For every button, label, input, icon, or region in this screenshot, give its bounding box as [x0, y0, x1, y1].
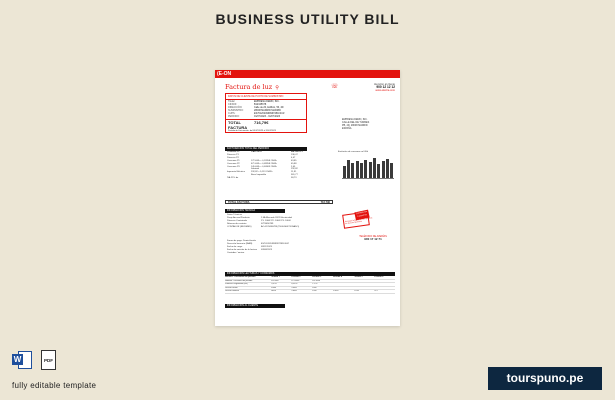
table-cell: 232,82 × 5,113 €/kWh — [251, 171, 273, 174]
total-row — [225, 200, 333, 204]
bill-document — [215, 70, 400, 326]
bill-title-text: Factura de luz — [225, 83, 273, 91]
readings-cell — [354, 287, 375, 290]
table-cell: 232,82 — [291, 168, 298, 171]
pdf-file-icon — [38, 349, 58, 371]
address-line: CALLE DEL DE TURRES — [342, 121, 370, 124]
readings-cell: 812 kWh — [270, 279, 279, 282]
help-number: 900 12 12 12 — [376, 85, 395, 90]
readings-cell: 13000 — [291, 290, 297, 293]
summary-key: PERIODO: — [228, 115, 240, 118]
readings-cell — [354, 280, 375, 283]
summary-value: 01/07/2023 - 31/07/2023 — [254, 115, 281, 118]
table-cell: IVA 21% de — [227, 177, 239, 180]
payment-table — [227, 240, 332, 255]
promo-badge: Consulta tus Consumos — [354, 210, 369, 221]
table-cell: Contador / emisor — [227, 251, 245, 254]
breakdown-phone — [353, 235, 393, 241]
chart-bar — [343, 166, 346, 178]
summary-value: B12345678 — [254, 103, 267, 106]
lightbulb-icon: ⚲ — [275, 85, 279, 91]
consumption-chart — [338, 151, 396, 183]
help-web: www.electra.com — [375, 89, 395, 93]
table-cell: Potencia P2 — [227, 156, 239, 159]
table-cell: 2,45 — [291, 165, 296, 168]
readings-cell — [374, 287, 395, 290]
summary-key: SUMINISTRO: — [228, 109, 244, 112]
brand-badge[interactable]: tourspuno.pe — [488, 367, 602, 390]
page-title: BUSINESS UTILITY BILL — [215, 11, 400, 27]
readings-cell: 15000 — [291, 286, 297, 289]
total-row-label: TOTAL FACTURA — [228, 201, 250, 204]
table-row — [227, 226, 332, 229]
bill-title — [225, 83, 279, 91]
summary-key: DIRECCIÓN: — [228, 106, 243, 109]
technical-table — [227, 214, 332, 229]
app-promo — [341, 211, 375, 235]
readings-cell: Nombre: Consumo del periodo — [225, 279, 253, 282]
table-cell: 11,91 — [291, 171, 297, 174]
readings-cell — [374, 283, 395, 286]
table-cell: Forma de pago: Domiciliación — [227, 240, 256, 242]
readings-cell — [333, 287, 354, 290]
word-file-icon — [12, 349, 32, 371]
chart-bar — [386, 159, 389, 178]
table-cell: 0723456789 — [261, 222, 274, 225]
header-bar — [215, 70, 400, 78]
readings-cell — [333, 283, 354, 286]
phone-icon: ☏ — [331, 84, 339, 90]
readings-cell: Nombre: Consumos del periodo — [225, 276, 256, 278]
total-row-value: 716,79€ — [320, 201, 330, 204]
chart-bar — [364, 160, 367, 178]
address-line: ESPAÑA — [342, 127, 352, 130]
section-customer-info-header: INFORMACIÓN AL CLIENTE — [225, 304, 285, 308]
table-row — [227, 177, 335, 180]
chart-title: Evolución de consumo en kWh — [338, 151, 369, 153]
table-cell: 145 kWh × 0,00963 €/kWh — [251, 165, 277, 168]
table-cell: 361,77 — [291, 174, 298, 177]
chart-x-axis — [342, 180, 394, 183]
chart-bar — [382, 161, 385, 178]
table-cell: 58,73 — [291, 177, 297, 180]
summary-box — [225, 93, 307, 133]
section-readings-header: INFORMACIÓN LECTURAS Y CONSUMOS — [225, 272, 395, 276]
section-billing-header: FACTURACIÓN TOTAL DEL PERIODO — [225, 147, 307, 151]
table-cell — [261, 252, 327, 255]
readings-cell: 12000 — [270, 286, 277, 289]
readings-cell — [333, 280, 354, 283]
chart-bar — [347, 160, 350, 178]
table-cell: P1: 10kW P2: 10kW P3: 10kW — [261, 219, 291, 222]
summary-total — [226, 119, 306, 130]
table-cell: Datos Técnicos — [227, 214, 243, 216]
readings-cell: Periodo 2 — [291, 276, 301, 278]
promo-text: Descarga la App de E-ON y gestiona tus facturas fácilmente — [344, 217, 373, 226]
chart-bar — [373, 158, 376, 178]
chart-bar — [360, 163, 363, 178]
table-cell: Consumo P3 — [227, 165, 240, 168]
table-row — [227, 252, 332, 255]
breakdown-label: TELÉFONO DE AVERÍAS — [359, 235, 387, 238]
table-cell: IMPORTE € — [291, 151, 303, 153]
chart-bar — [356, 161, 359, 178]
table-cell: Subtotal — [251, 168, 260, 171]
readings-cell: Periodo 4 — [332, 276, 342, 278]
table-cell: 136,47 — [291, 153, 298, 156]
table-cell: Número de contrato — [227, 222, 247, 225]
pdf-glyph: PDF — [44, 358, 53, 363]
readings-cell — [354, 283, 375, 286]
summary-value: Calle de 20, Edificio, 56, 4D — [254, 106, 284, 109]
summary-value: 28008 MADRID MADRID — [254, 109, 281, 112]
summary-key: Titular: — [228, 100, 236, 103]
readings-cell: 7,50 ct — [270, 283, 277, 286]
summary-key: CIF/NIF: — [228, 103, 238, 106]
table-cell: Fecha de emisión de la factura — [227, 248, 257, 251]
readings-cell: Periodo 3 — [312, 276, 322, 278]
period-note — [226, 130, 306, 133]
table-cell: 671 kWh × 0,09958 €/kWh — [251, 162, 277, 165]
table-cell: Consumo P1 — [227, 159, 240, 162]
table-cell: CALCULO — [251, 151, 262, 153]
table-cell: CONTADOR (RED/MED) — [227, 225, 252, 228]
readings-cell: 145 kWh — [312, 279, 320, 282]
word-w-glyph: W — [13, 355, 22, 364]
summary-key: CUPS: — [228, 112, 236, 115]
table-cell: AC-0123456789 (TELEGESTIONADO) — [261, 225, 300, 228]
table-cell: 09/11/2023 — [261, 245, 272, 248]
chart-bar — [369, 162, 372, 178]
table-cell: 4,07 — [291, 156, 296, 159]
readings-cell: C 9 ct — [312, 283, 318, 286]
customer-address — [342, 118, 392, 130]
table-cell: 43,85 — [291, 159, 297, 162]
summary-header: DATOS DE CLIENTE DE PUNTO DE SUMINISTRO — [226, 94, 306, 100]
help-contact — [357, 83, 395, 93]
table-cell: Peaje Acceso/Producto — [227, 216, 250, 219]
billing-table — [227, 151, 335, 180]
table-cell: CONCEPTO — [227, 151, 240, 153]
readings-cell: 2000 — [312, 286, 317, 289]
help-label: Atención al cliente — [373, 83, 395, 86]
readings-cell: 17235 — [353, 290, 360, 293]
readings-cell: 17000 — [332, 290, 339, 293]
table-cell: Dirección bancaria (IBAN) — [227, 242, 253, 245]
readings-cell: Periodo 5 — [353, 276, 363, 278]
readings-cell: 375 — [374, 290, 378, 293]
table-cell: 172 kWh × 0,13958 €/kWh — [251, 159, 277, 162]
table-cell: 45,88 — [291, 162, 297, 165]
readings-table — [225, 276, 395, 294]
table-cell: Impuesto Eléctrico — [227, 171, 245, 174]
table-cell: Potencia Contratada — [227, 219, 247, 222]
readings-cell: Periodo 1 — [270, 276, 280, 278]
chart-bar — [377, 164, 380, 178]
readings-cell: Lectura anterior — [225, 290, 240, 293]
file-format-icons — [12, 349, 58, 371]
readings-cell: 8,50 ct — [291, 283, 298, 286]
company-logo: (E-ON — [217, 71, 232, 77]
chart-bar — [351, 163, 354, 178]
table-cell — [251, 177, 291, 180]
table-cell: Fecha de cargo — [227, 245, 243, 248]
readings-cell: Periodo 6 — [374, 276, 384, 278]
table-cell: Consumo P2 — [227, 162, 240, 165]
summary-total-label: TOTAL FACTURA — [228, 119, 248, 130]
table-cell: 03/08/2023 — [261, 248, 272, 251]
readings-cell: Lectura actual — [225, 286, 238, 289]
readings-cell: 1900 — [312, 290, 317, 293]
breakdown-number: 900 17 12 71 — [364, 237, 382, 241]
table-cell: Base Imponible — [251, 174, 267, 177]
readings-cell: 11000 — [270, 290, 277, 293]
address-line: EMPRESA DEMO, INC. — [342, 118, 368, 121]
table-cell: 2.0A Mercado 2022 Electricidad — [261, 216, 292, 219]
readings-cell: Potencia Registrada (kW) — [225, 283, 248, 286]
chart-bar — [390, 163, 393, 178]
section-technical-header: INFORMACIÓN TÉCNICA — [225, 209, 285, 213]
readings-cell: 671 kWh — [291, 279, 300, 282]
summary-value: ES7012024999997281F4UZ — [254, 112, 285, 115]
address-line: PB, 4D, 28008 MADRID — [342, 124, 368, 127]
readings-cell — [374, 280, 395, 283]
editable-label: fully editable template — [12, 381, 97, 390]
summary-total-value: 716,79€ — [254, 119, 269, 125]
table-cell: ES7012024999997281F4UZ — [261, 242, 289, 245]
summary-value: EMPRESA DEMO, INC. — [254, 100, 280, 103]
table-cell: Potencia P1 — [227, 153, 239, 156]
chart-plot — [342, 157, 394, 179]
readings-row — [225, 290, 395, 294]
period-note-text: Período de Facturación: del 01/07/2023 al 31/07/2023 — [228, 129, 276, 132]
